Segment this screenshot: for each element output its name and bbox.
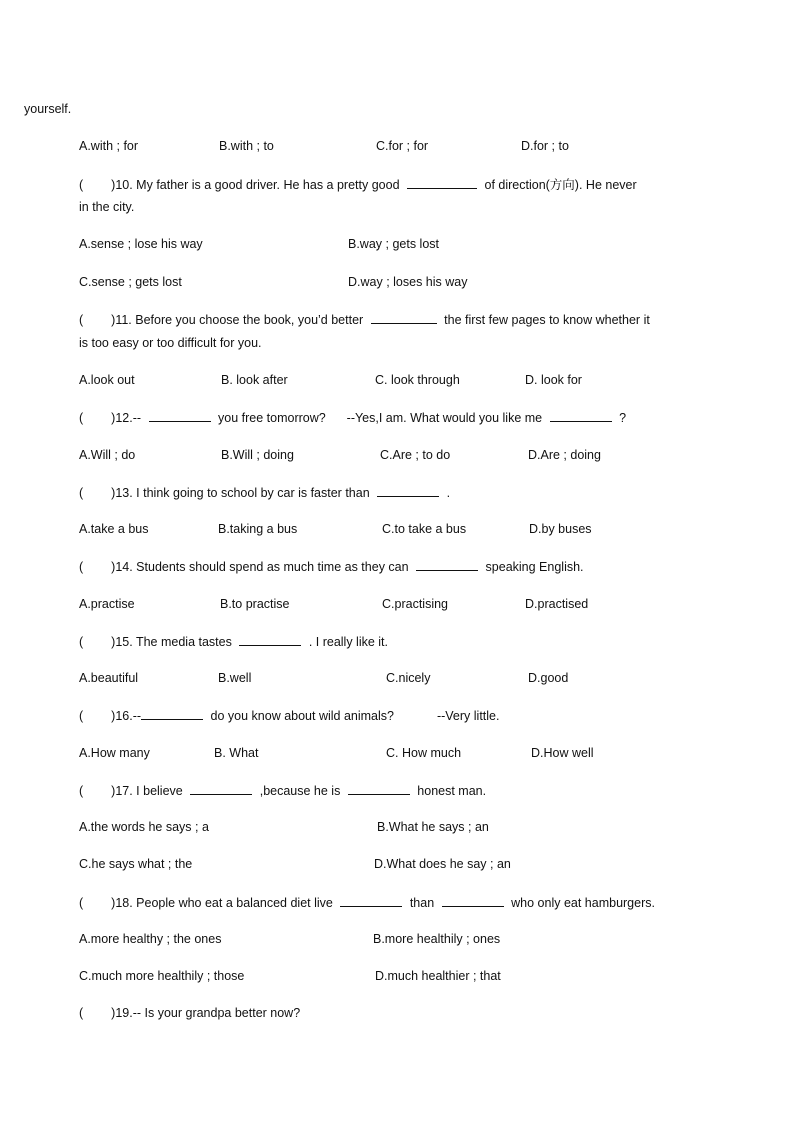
option-d: D.much healthier ; that <box>375 969 501 983</box>
option-c: C.to take a bus <box>382 522 467 536</box>
question-18-stem: ( )18. People who eat a balanced diet live than who only eat hamburgers. <box>79 896 655 910</box>
option-b: B.more healthily ; ones <box>373 932 501 946</box>
continuation-text: yourself. <box>24 102 72 116</box>
option-d: D.practised <box>525 597 589 611</box>
option-a: A.practise <box>79 597 135 611</box>
option-c: C.Are ; to do <box>380 448 451 462</box>
answer-paren: ( <box>79 178 84 192</box>
option-b: B. What <box>214 746 259 760</box>
option-c: C.nicely <box>386 671 431 685</box>
fill-blank[interactable] <box>239 633 301 646</box>
question-11-stem-cont: is too easy or too difficult for you. <box>79 336 262 350</box>
option-a: A.beautiful <box>79 671 139 685</box>
question-15-stem: ( )15. The media tastes . I really like it. <box>79 635 388 649</box>
option-c: C.he says what ; the <box>79 857 193 871</box>
option-c: C. How much <box>386 746 462 760</box>
question-19-stem: ( )19.-- Is your grandpa better now? <box>79 1006 301 1020</box>
option-a: A.look out <box>79 373 135 387</box>
question-11-stem: ( )11. Before you choose the book, you’d better the first few pages to know whether it <box>79 313 650 327</box>
fill-blank[interactable] <box>371 311 437 324</box>
fill-blank[interactable] <box>377 484 439 497</box>
option-a: A.sense ; lose his way <box>79 237 203 251</box>
option-b: B.with ; to <box>219 139 274 153</box>
fill-blank[interactable] <box>340 894 402 907</box>
question-10-stem: ( )10. My father is a good driver. He has a pretty good of direction(方向). He never <box>79 178 637 192</box>
option-b: B. look after <box>221 373 288 387</box>
fill-blank[interactable] <box>416 558 478 571</box>
option-c: C.practising <box>382 597 448 611</box>
question-17-stem: ( )17. I believe ,because he is honest man. <box>79 784 487 798</box>
option-a: A.with ; for <box>79 139 139 153</box>
option-b: B.well <box>218 671 252 685</box>
fill-blank[interactable] <box>348 782 410 795</box>
option-b: B.What he says ; an <box>377 820 489 834</box>
fill-blank[interactable] <box>190 782 252 795</box>
option-b: B.taking a bus <box>218 522 298 536</box>
question-14-stem: ( )14. Students should spend as much time as they can speaking English. <box>79 560 584 574</box>
fill-blank[interactable] <box>550 409 612 422</box>
option-b: B.to practise <box>220 597 290 611</box>
option-d: D.way ; loses his way <box>348 275 468 289</box>
question-16-stem: ( )16.-- do you know about wild animals? --Very little. <box>79 709 500 723</box>
option-d: D.Are ; doing <box>528 448 601 462</box>
option-a: A.How many <box>79 746 150 760</box>
option-a: A.the words he says ; a <box>79 820 209 834</box>
option-a: A.Will ; do <box>79 448 136 462</box>
option-d: D.good <box>528 671 569 685</box>
option-a: A.take a bus <box>79 522 149 536</box>
fill-blank[interactable] <box>149 409 211 422</box>
option-c: C.sense ; gets lost <box>79 275 182 289</box>
fill-blank[interactable] <box>442 894 504 907</box>
option-b: B.way ; gets lost <box>348 237 440 251</box>
option-d: D.How well <box>531 746 594 760</box>
option-d: D.by buses <box>529 522 592 536</box>
question-10-stem-cont: in the city. <box>79 200 135 214</box>
fill-blank[interactable] <box>407 176 477 189</box>
option-d: D. look for <box>525 373 582 387</box>
option-c: C.much more healthily ; those <box>79 969 245 983</box>
option-c: C. look through <box>375 373 460 387</box>
question-13-stem: ( )13. I think going to school by car is faster than . <box>79 486 451 500</box>
option-c: C.for ; for <box>376 139 429 153</box>
option-a: A.more healthy ; the ones <box>79 932 222 946</box>
option-d: D.for ; to <box>521 139 569 153</box>
option-b: B.Will ; doing <box>221 448 294 462</box>
option-d: D.What does he say ; an <box>374 857 511 871</box>
question-12-stem: ( )12.-- you free tomorrow? --Yes,I am. What would you like me ? <box>79 411 627 425</box>
fill-blank[interactable] <box>141 707 203 720</box>
